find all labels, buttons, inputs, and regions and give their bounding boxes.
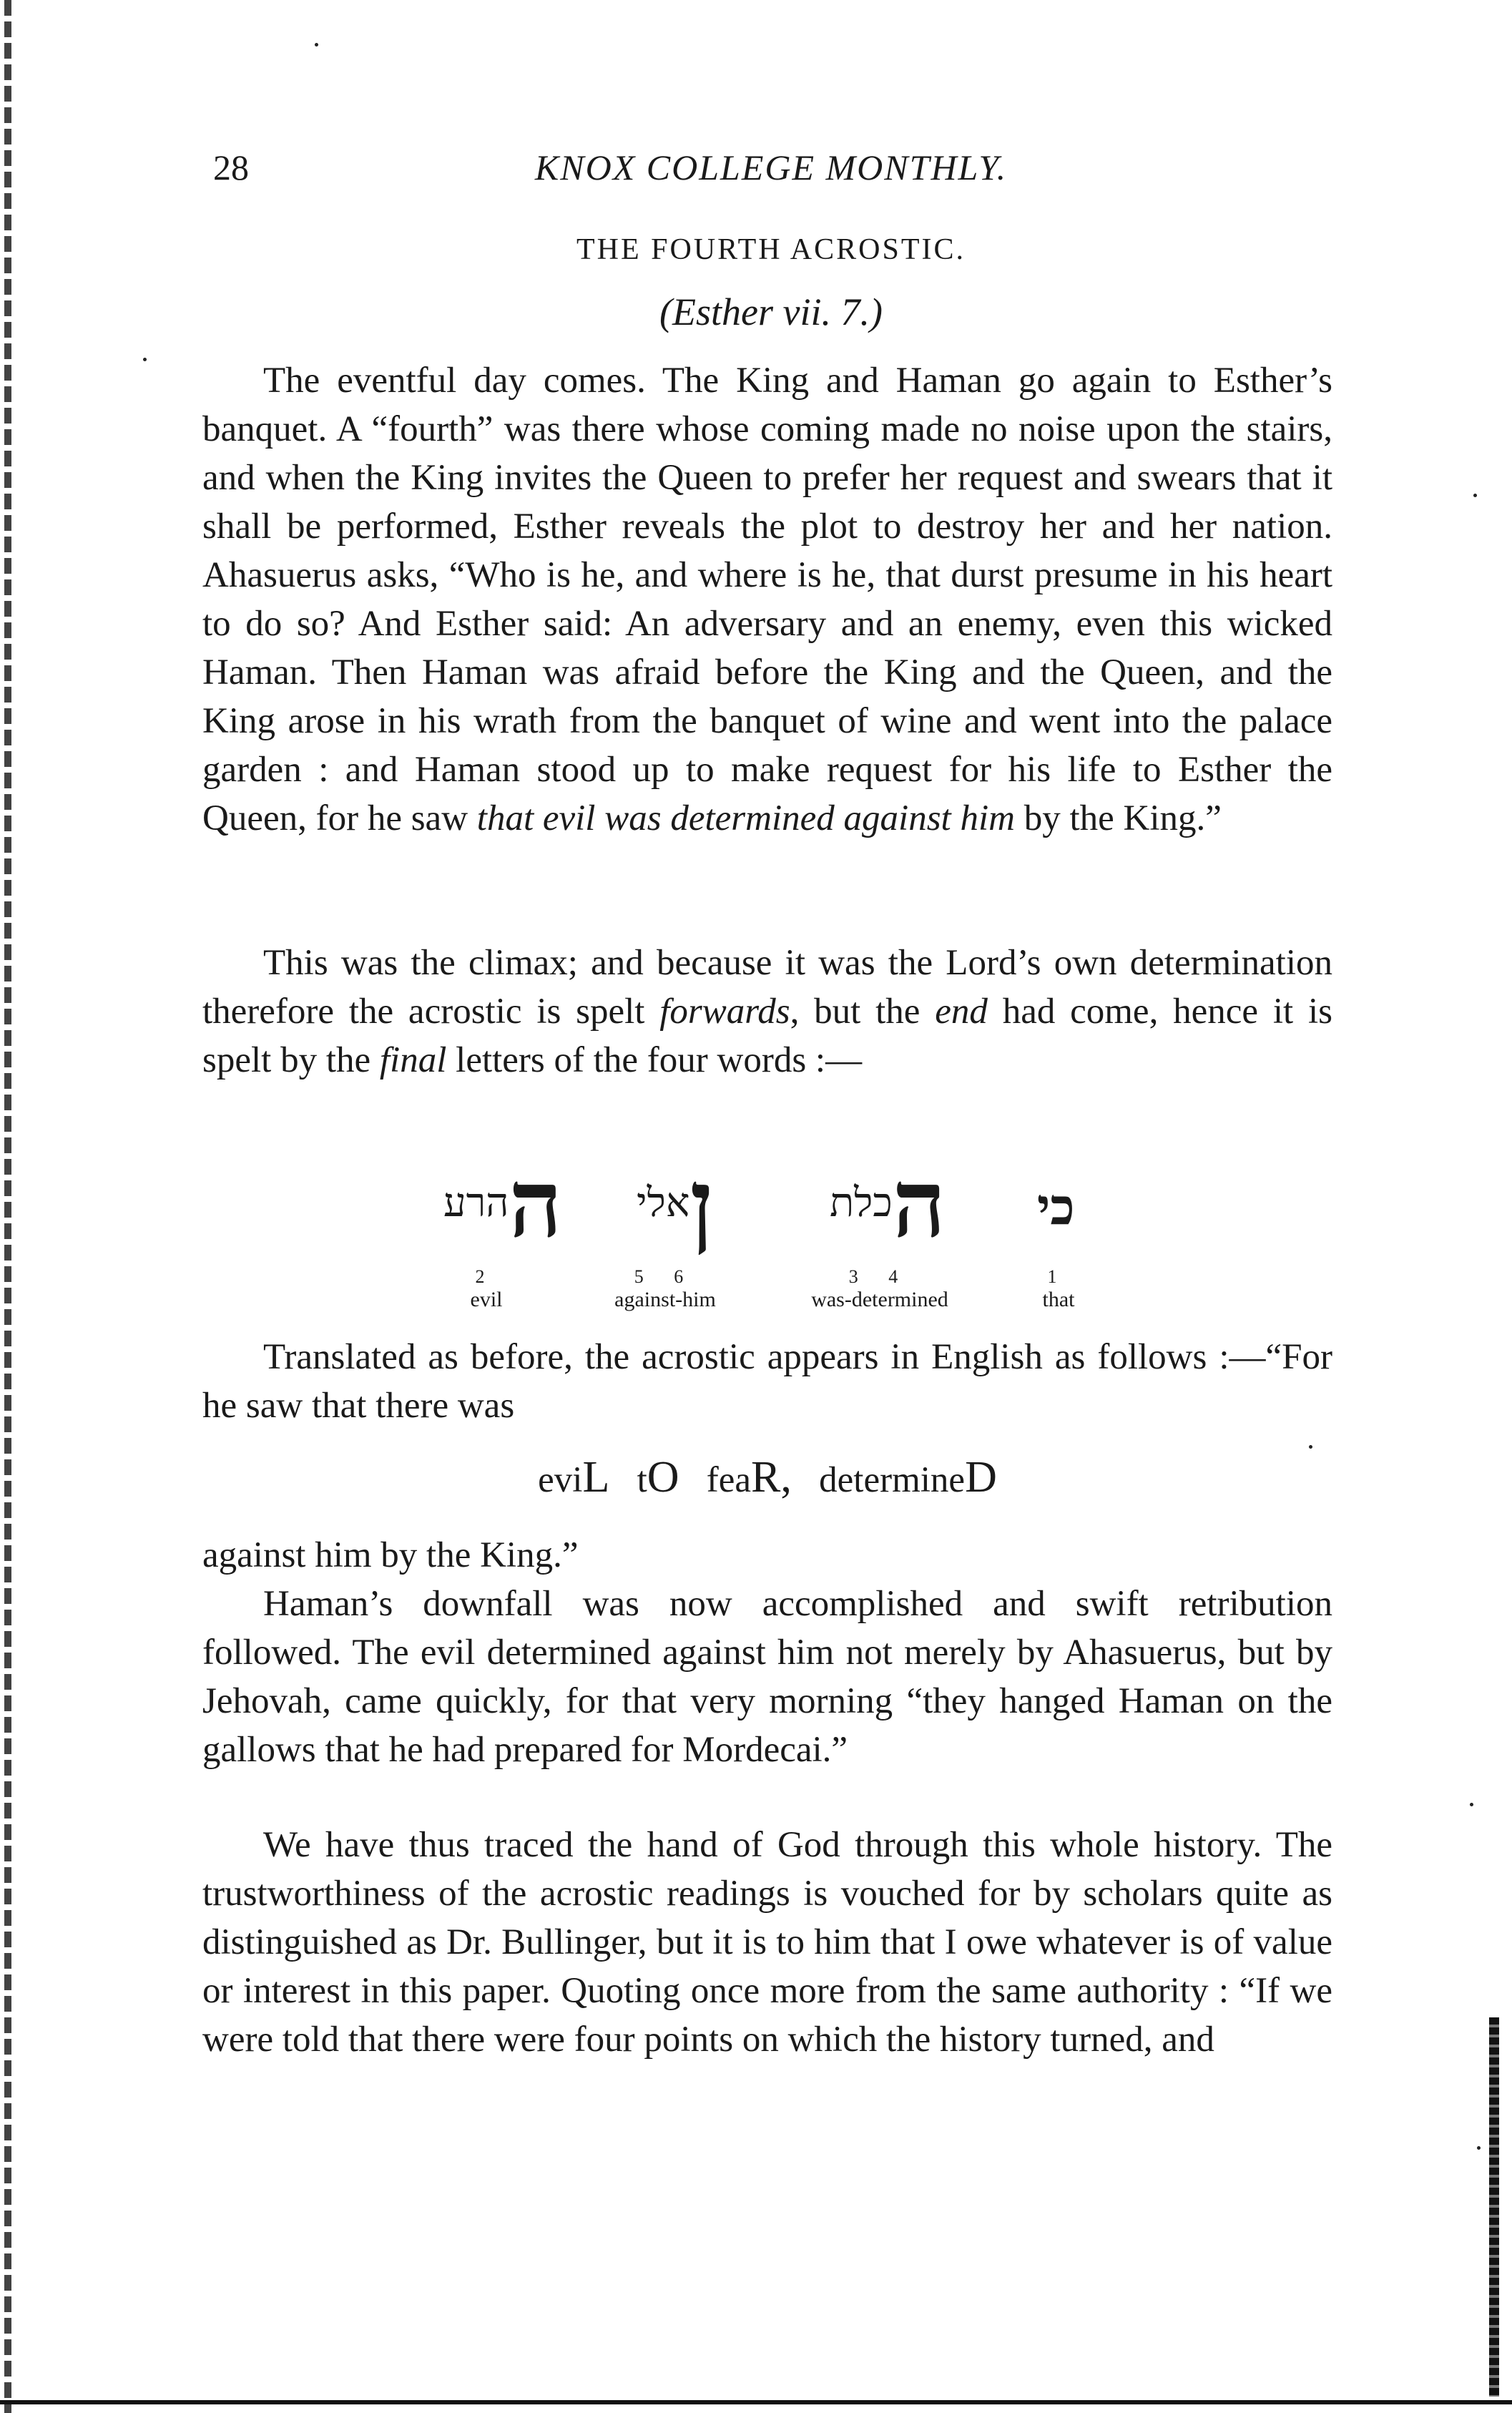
hebrew-final-letter: ה <box>892 1154 946 1257</box>
paragraph-2-italic-final: final <box>379 1040 447 1080</box>
hebrew-word-that <box>1037 1159 1075 1255</box>
gloss-text: that <box>1042 1288 1075 1311</box>
gloss-text: evil <box>470 1288 503 1311</box>
paragraph-2-italic-forwards: forwards <box>659 992 790 1032</box>
gloss-text: against-him <box>614 1288 716 1311</box>
acrostic-word: fea <box>706 1460 752 1500</box>
hebrew-glosses <box>443 1266 1130 1323</box>
scripture-reference: (Esther vii. 7.) <box>659 290 883 333</box>
paragraph-3: Translated as before, the acrostic appears in English as follows :—“For he saw that there was <box>202 1337 1332 1426</box>
paragraph-2-text-c: had come, hence it is spelt by the <box>202 992 1332 1080</box>
hebrew-final-letter: ה <box>509 1154 563 1257</box>
hebrew-final-letter: ן <box>689 1154 714 1257</box>
gloss-evil <box>443 1266 529 1312</box>
gloss-numbers: 5 6 <box>634 1266 697 1287</box>
page-speck <box>1470 1803 1473 1806</box>
hebrew-word-against-him <box>637 1154 714 1257</box>
paragraph-2-text-a: This was the climax; and because it was the Lord’s own determination therefore the acrostic is spelt <box>202 943 1332 1032</box>
paragraph-6: We have thus traced the hand of God through this whole history. The trustworthiness of the acrostic readings is vouched for by scholars quite as distinguished as Dr. Bullinger, but it is to him that I owe whatever is of value or interest in this paper. Quoting once more from the same authority : “If we were told that there were four points on which the history turned, and <box>202 1825 1332 2060</box>
running-head: KNOX COLLEGE MONTHLY. <box>534 147 1008 187</box>
gloss-against-him <box>586 1266 744 1312</box>
gloss-numbers: 3 4 <box>848 1266 911 1287</box>
acrostic-letter: L <box>582 1453 610 1502</box>
page-number: 28 <box>213 147 249 187</box>
page-edge-left <box>4 0 11 2413</box>
page-edge-right <box>1489 2017 1499 2397</box>
paragraph-2 <box>202 939 1332 1085</box>
bottom-rule <box>0 2400 1512 2404</box>
hebrew-word-letters: כי <box>1037 1180 1075 1235</box>
gloss-numbers: 2 <box>475 1266 498 1287</box>
paragraph-1 <box>202 356 1332 843</box>
page-speck <box>143 358 147 361</box>
page-speck <box>315 43 318 47</box>
page-speck <box>1477 2146 1481 2150</box>
acrostic-letter: R, <box>751 1453 792 1502</box>
page-speck <box>1473 494 1477 497</box>
paragraph-2-text-d: letters of the four words :— <box>446 1040 863 1080</box>
acrostic-word: determine <box>819 1460 966 1500</box>
paragraph-5: Haman’s downfall was now accomplished and swift retribution followed. The evil determined against him not merely by Ahasuerus, but by Jehovah, came quickly, for that very morning “they hanged Haman on the gallows that he had prepared for Mordecai.” <box>202 1584 1332 1770</box>
paragraph-4: against him by the King.” <box>202 1535 579 1575</box>
section-title: THE FOURTH ACROSTIC. <box>576 233 966 266</box>
acrostic-letter: O <box>647 1453 679 1502</box>
hebrew-word-rest: כלת <box>830 1181 893 1225</box>
gloss-numbers: 1 <box>1047 1266 1070 1287</box>
paragraph-2-italic-end: end <box>935 992 988 1032</box>
gloss-text: was-determined <box>811 1288 948 1311</box>
acrostic-english-line <box>202 1452 1332 1503</box>
paragraph-1-text: The eventful day comes. The King and Haman go again to Esther’s banquet. A “fourth” was there whose coming made no noise upon the stairs, and when the King invites the Queen to prefer her request and swears that it shall be performed, Esther reveals the plot to destroy her and her nation. Ahasuerus asks, “Who is he, and where is he, that durst presume in his heart to do so? And Esther said: An adversary and an enemy, even this wicked Haman. Then Haman was afraid before the King and the Queen, and the King arose in his wrath from the banquet of wine and went into the palace garden : and Haman stood up to make request for his life to Esther the Queen, for he saw <box>202 361 1332 838</box>
hebrew-word-evil <box>443 1154 563 1257</box>
page-header <box>213 147 1329 197</box>
hebrew-word-rest: אלי <box>637 1181 690 1225</box>
gloss-was-determined <box>780 1266 980 1312</box>
acrostic-word: evi <box>538 1460 583 1500</box>
acrostic-letter: D <box>965 1453 997 1502</box>
paragraph-1-end: by the King.” <box>1014 798 1222 838</box>
paragraph-1-italic: that evil was determined against him <box>476 798 1015 838</box>
page-speck <box>1309 1445 1312 1449</box>
paragraph-2-text-b: , but the <box>790 992 936 1032</box>
acrostic-word: t <box>637 1460 647 1500</box>
gloss-that <box>1023 1266 1094 1312</box>
hebrew-word-rest: הרע <box>443 1181 509 1225</box>
hebrew-word-was-determined <box>830 1154 946 1257</box>
